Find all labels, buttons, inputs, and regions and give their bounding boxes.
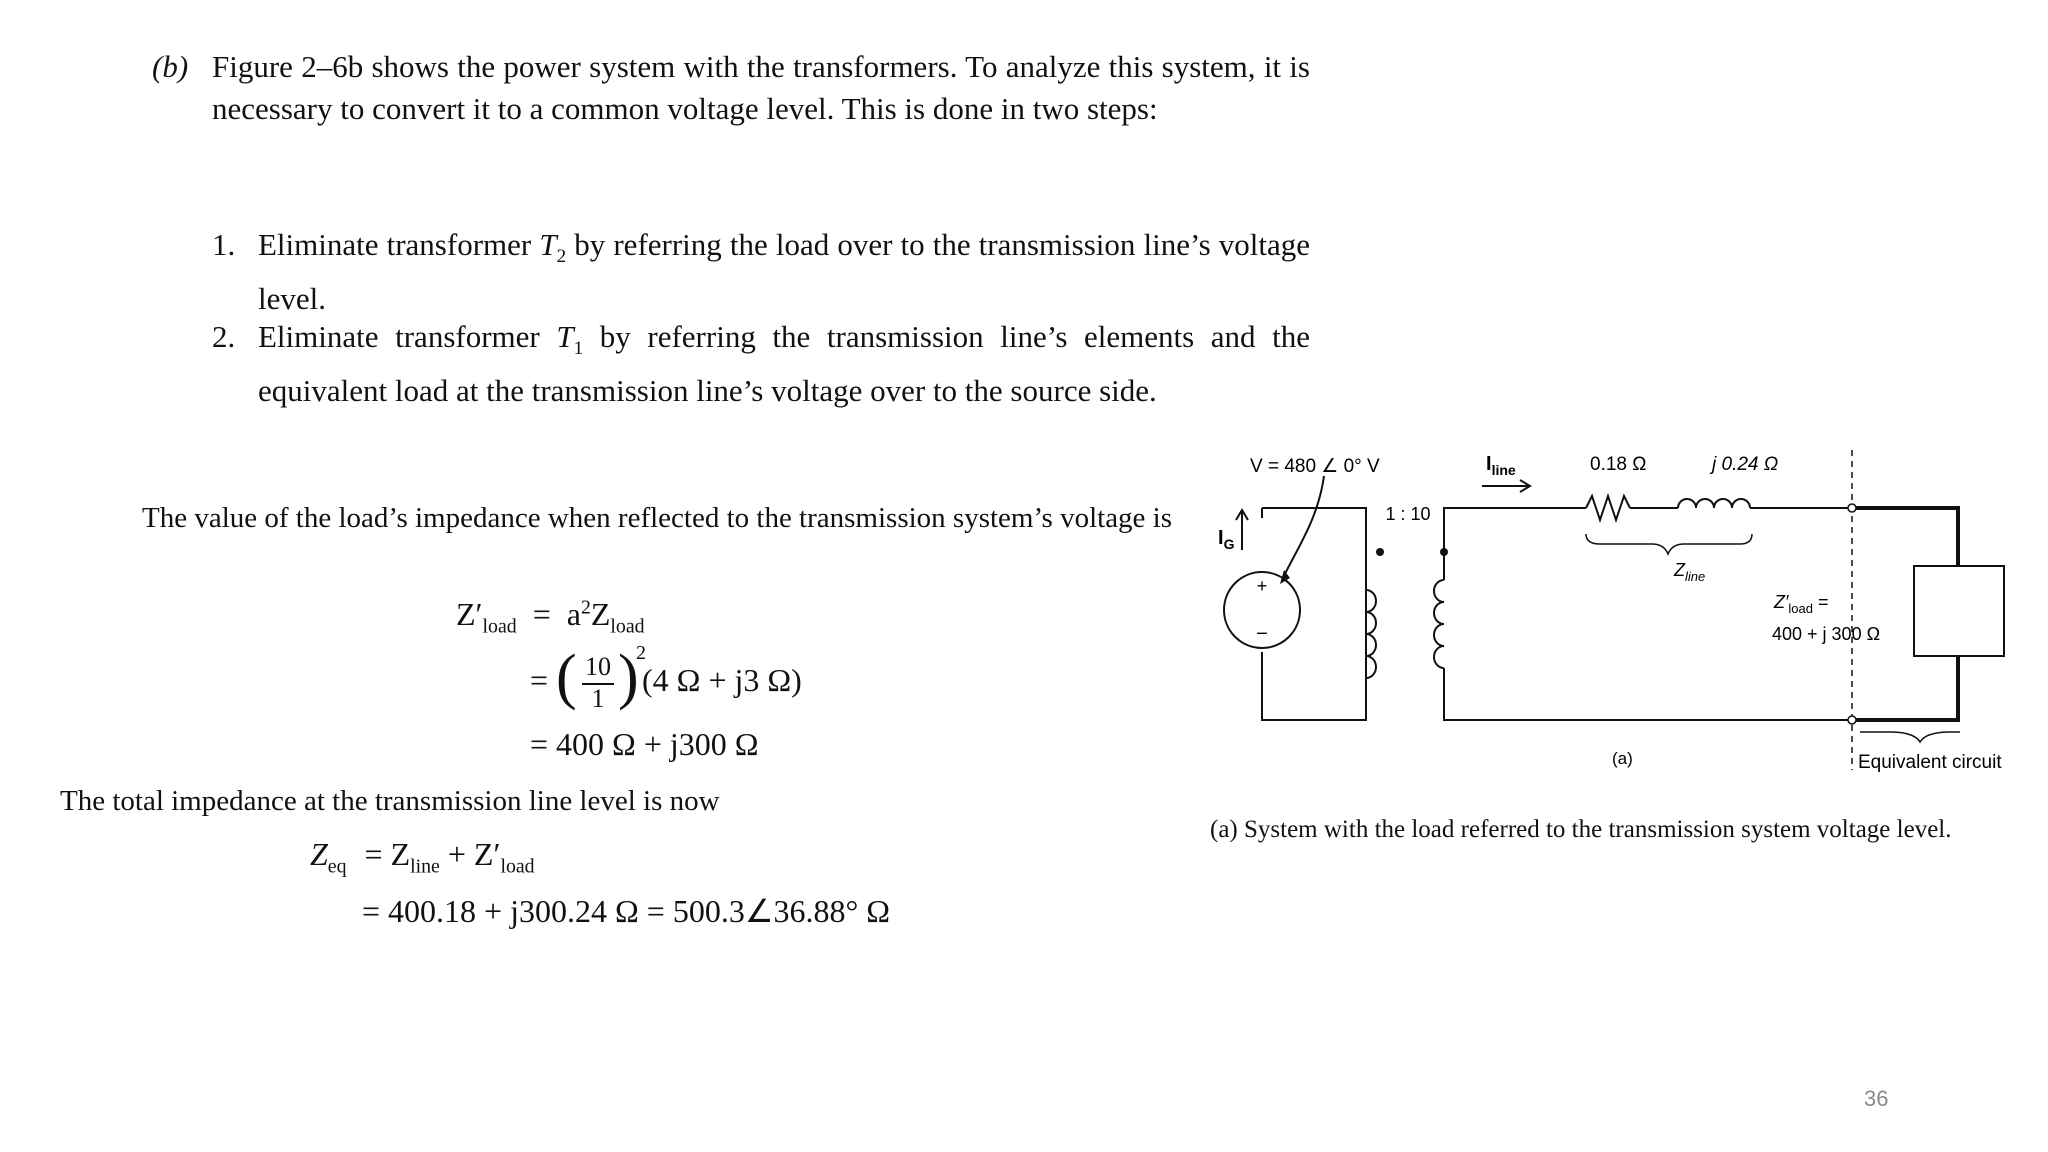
zline-label: $Z_{line}$: [1674, 560, 1706, 584]
source-current-label: $I_G$: [1218, 527, 1235, 552]
turns-ratio: 1 : 10: [1385, 504, 1431, 524]
secondary-coil: [1434, 580, 1444, 668]
step2-text: Eliminate transformer $T_1$ by referring the transmission line’s elements and the equivalent load at the transmission line’s voltage over to the source side.: [258, 319, 1310, 409]
zload-value: 400 + j 300 Ω: [1772, 624, 1881, 644]
source-minus: −: [1256, 623, 1268, 645]
circuit-diagram: [1200, 440, 2048, 790]
inductor: [1678, 499, 1750, 508]
resistor: [1586, 496, 1630, 520]
step1-text: Eliminate transformer $T_2$ by referring the load over to the transmission line’s voltage level.: [258, 227, 1310, 317]
intro-paragraph: Figure 2–6b shows the power system with the transformers. To analyze this system, it is necessary to convert it to a common voltage level. This is done in two steps:: [212, 49, 1310, 126]
load-impedance-box: [1914, 566, 2004, 656]
step2-number: 2.: [212, 319, 236, 354]
reactance-label: j 0.24 Ω: [1712, 454, 1779, 475]
primary-dot: [1376, 548, 1384, 556]
figure-caption: (a) System with the load referred to the transmission system voltage level.: [1210, 816, 1952, 843]
source-voltage-label: V = 480 ∠ 0° V: [1250, 456, 1380, 477]
zline-brace: [1586, 534, 1752, 554]
total-paragraph: The total impedance at the transmission line level is now: [60, 785, 720, 817]
voltage-pointer: [1282, 476, 1324, 580]
result2-equation: = 400.18 + j300.24 Ω = 500.3∠36.88° Ω: [362, 893, 891, 929]
page-number: 36: [1864, 1086, 1889, 1111]
reflect-paragraph: The value of the load’s impedance when reflected to the transmission system’s voltage is: [142, 502, 1173, 534]
equivalent-circuit-label: Equivalent circuit: [1858, 752, 2002, 773]
resistance-label: 0.18 Ω: [1590, 454, 1647, 475]
step1-number: 1.: [212, 227, 236, 262]
source-plus: +: [1256, 576, 1268, 596]
zeq-equation: $Z_{eq} = Z_{line} + Z'_{load}$: [310, 836, 535, 878]
zload-label: $Z'_{load}$ =: [1774, 592, 1829, 616]
current-label: $I_{line}$: [1486, 453, 1516, 478]
part-label: (b): [152, 49, 189, 84]
figure-sublabel: (a): [1612, 749, 1633, 768]
result1-equation: = 400 Ω + j300 Ω: [530, 726, 759, 762]
primary-coil: [1366, 590, 1376, 678]
zload-equation: $Z'_{load} = a^2Z_{load}$: [456, 596, 645, 638]
